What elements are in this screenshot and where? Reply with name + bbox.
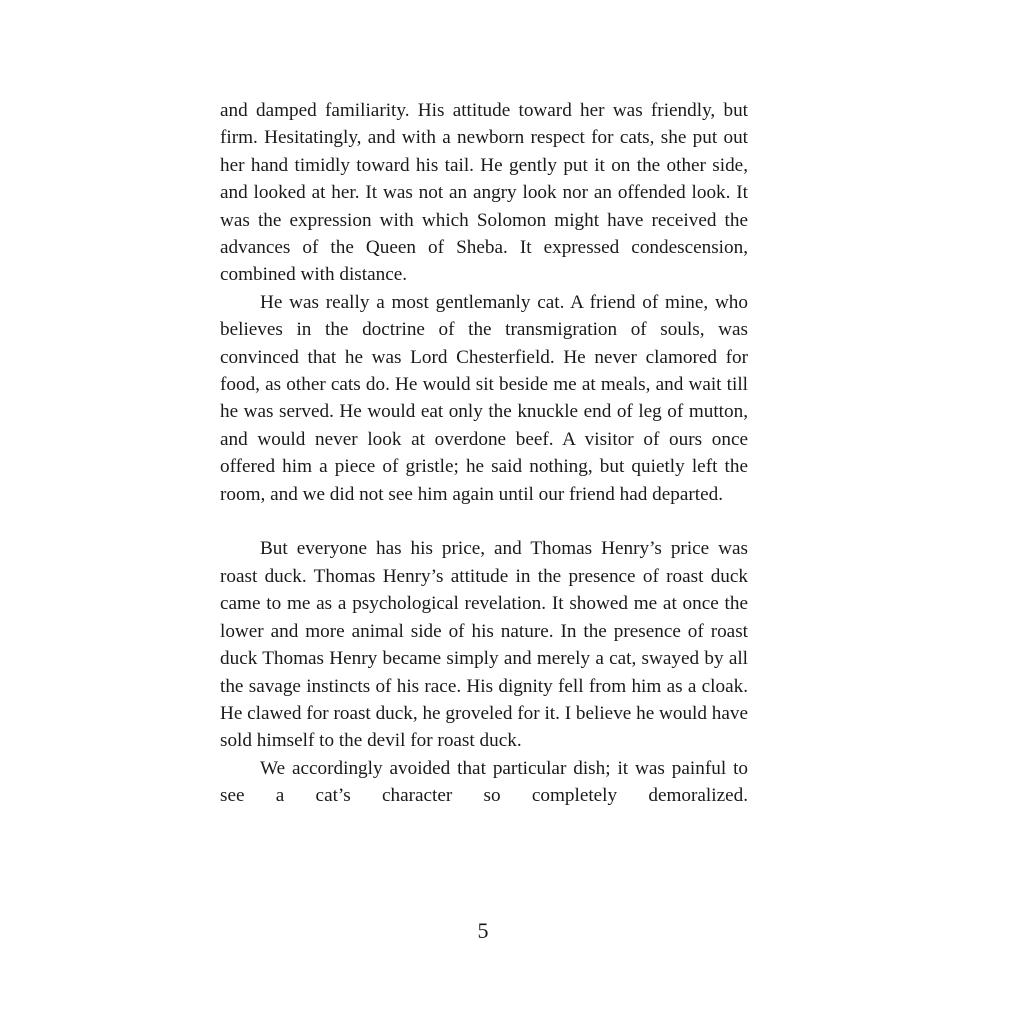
- paragraph-3: But everyone has his price, and Thomas Henry’s price was roast duck. Thomas Henry’s attitude in the presence of roast duck came to me as a psychological revelation. It showed me at once the lower and more animal side of his nature. In the presence of roast duck Thomas Henry became simply and merely a cat, swayed by all the savage instincts of his race. His dignity fell from him as a cloak. He clawed for roast duck, he groveled for it. I believe he would have sold himself to the devil for roast duck.: [220, 538, 748, 752]
- paragraph-2: He was really a most gentlemanly cat. A friend of mine, who believes in the doctrine of the transmigration of souls, was convinced that he was Lord Chesterfield. He never clamored for food, as other cats do. He would sit beside me at meals, and wait till he was served. He would eat only the knuckle end of leg of mutton, and would never look at overdone beef. A visitor of ours once offered him a piece of gristle; he said nothing, but quietly left the room, and we did not see him again until our friend had departed.: [220, 291, 748, 505]
- paragraph-4: We accordingly avoided that particular dish; it was painful to see a cat’s character so completely demoralized.: [220, 757, 748, 807]
- page-body-text: [220, 97, 748, 810]
- section-break: [220, 508, 748, 535]
- page-number: 5: [477, 918, 489, 943]
- paragraph-1: and damped familiarity. His attitude toward her was friendly, but firm. Hesitatingly, and with a newborn respect for cats, she put out her hand timidly toward his tail. He gently put it on the other side, and looked at her. It was not an angry look nor an offended look. It was the expression with which Solomon might have received the advances of the Queen of Sheba. It expressed condescension, combined with distance.: [220, 100, 748, 286]
